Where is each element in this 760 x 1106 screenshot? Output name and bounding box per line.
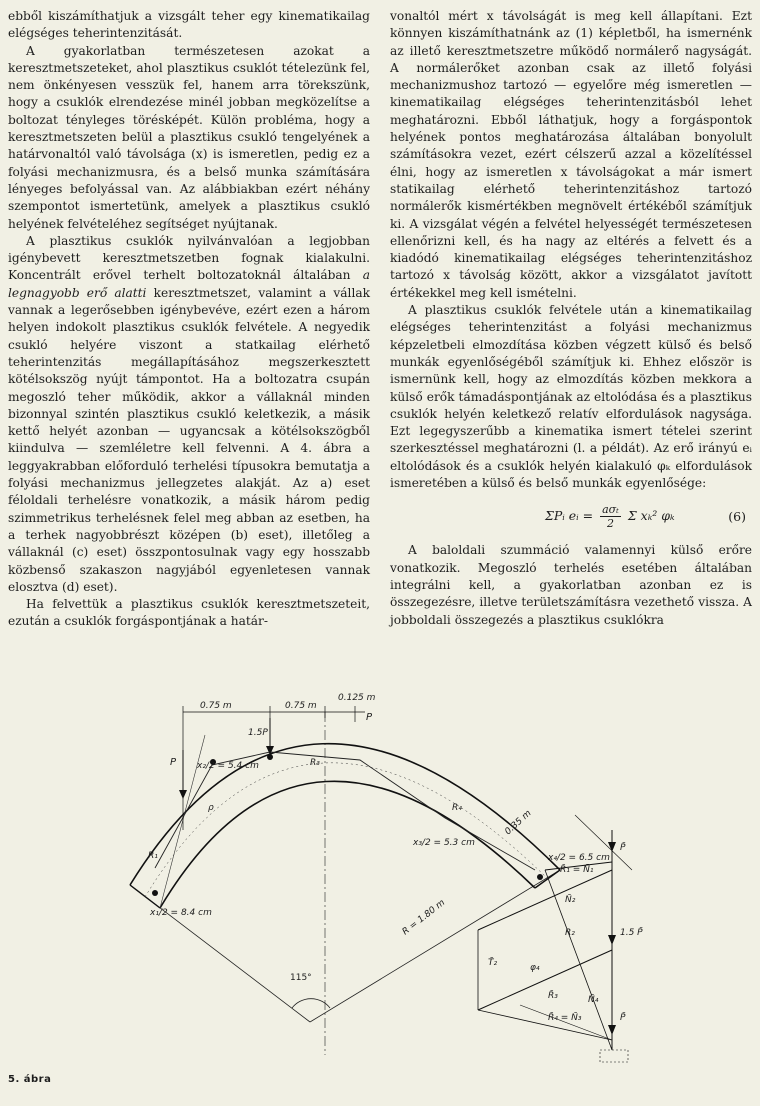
hinge-marker [152, 890, 158, 896]
hinge-label: x₁/2 = 8.4 cm [150, 908, 212, 918]
arrowhead [608, 935, 616, 945]
hinge-label: x₂/2 = 5.4 cm [197, 761, 259, 771]
force-vector [545, 870, 612, 1050]
reaction-label: R₃ [310, 758, 320, 768]
paragraph [8, 43, 370, 233]
load-label: P [366, 712, 373, 723]
vector-label: R̄₁ = N̄₁ [560, 865, 594, 875]
paragraph-text: keresztmetszet, valamint a vállak vannak a legerősebben igénybevéve, ezért ezen a három helyen indokolt plasztikus csuklók felvétele. A negyedik csukló helyére viszont a statkailag elérhető teherintenzitás megállapításához megszerkesztett kötélsokszög nyújt támpontot. Ha a boltozatra csupán megoszló teher működik, akkor a vállaknál minden bizonnyal szintén plasztikus csukló keletkezik, a másik kettő helyét azonban — ugyancsak a kötélsokszögből kiindulva — szemléletre kell felvenni. A 4. ábra a leggyakrabban előforduló terhelési típusokra bemutatja a folyási mechanizmus jellegzetes alakját. Az a) eset féloldali terhelésre vonatkozik, a másik három pedig szimmetrikus terhelésnek felel meg abban az esetben, ha a terhek nagyobbrészt középen (b) eset), illetőleg a vállaknál (c) eset) összpontosulnak vagy egy hosszabb közbenső szakaszon nagyjából egyenletesen vannak elosztva (d) eset). [8, 285, 370, 594]
angle-label: 115° [290, 973, 312, 983]
vector-label: R̄₄ = N̄₃ [548, 1013, 582, 1023]
reaction-label: R₁ [148, 851, 158, 861]
vector-label: P̄ [620, 1013, 626, 1023]
equation-numerator: aσₜ [602, 502, 619, 516]
text-column-right [390, 8, 752, 629]
equation-fraction [600, 503, 621, 530]
support-hatch [600, 1050, 628, 1062]
paragraph [8, 233, 370, 596]
load-label: 1.5P [248, 728, 268, 738]
paragraph-text: ebből kiszámíthatjuk a vizsgált teher egy kinematikailag elégséges teherintenzitását. [8, 9, 370, 41]
paragraph [8, 8, 370, 43]
vector-label: T̄₂ [488, 958, 498, 968]
figure-5 [0, 680, 760, 1070]
figure-caption: 5. ábra [8, 1074, 52, 1085]
angle-arc [292, 999, 330, 1008]
vector-label: R̄₃ [548, 991, 558, 1001]
dimension-label: 0.35 m [503, 808, 534, 838]
equation-body [545, 503, 675, 530]
dimension-label: 0.75 m [285, 701, 317, 711]
paragraph [8, 596, 370, 631]
paragraph-text: A plasztikus csuklók nyilvánvalóan a legjobban igénybevett keresztmetszetben fognak kialakulni. Koncentrált erővel terhelt boltozatoknál általában [8, 233, 370, 283]
rho-label: ρ [208, 803, 214, 813]
vector-label: φ₄ [530, 963, 540, 973]
radial-line-right [310, 870, 560, 1022]
vector-label: 1.5 P̄ [620, 928, 643, 938]
paragraph [390, 302, 752, 492]
dimension-label: 0.125 m [338, 693, 376, 703]
load-label: P [170, 757, 177, 768]
arrowhead [179, 790, 187, 799]
paragraph-text: A plasztikus csuklók felvétele után a kinematikailag elégséges teherintenzitást a folyási mechanizmus képzeletbeli elmozdítása közben végzett külső és belső munkák egyenlőségéből számítjuk ki. Ehhez először is ismernünk kell, hogy az elmozdítás közben mekkora a külső erők támadáspontjának az eltolódása és a plasztikus csuklók helyén keletkező relatív elfordulások nagysága. Ezt legegyszerűbb a kinematika ismert tételei szerint szerkesztéssel meghatározni (l. a példát). Az erő irányú eᵢ eltolódások és a csuklók helyén kialakuló φₖ elfordulások ismeretében a külső és belső munkák egyenlősége: [390, 303, 752, 491]
vector-label: N̄₂ [565, 895, 576, 905]
arrowhead [608, 1025, 616, 1035]
paragraph [390, 542, 752, 628]
hinge-label: x₄/2 = 6.5 cm [548, 853, 610, 863]
arrowhead [608, 842, 616, 852]
paragraph-text: A gyakorlatban természetesen azokat a keresztmetszeteket, ahol plasztikus csuklót tételezünk fel, nem önkényesen vesszük fel, hanem arra törekszünk, hogy a csuklók elrendezése minél jobban megközelítse a boltozat tényleges törésképét. Külön probléma, hogy a keresztmetszeten belül a plasztikus csukló tengelyének a határvonaltól való távolsága (x) is ismeretlen, pedig ez a folyási mechanizmusra, és a belső munka számítására lényeges befolyással van. Az alábbiakban ezért néhány szempontot ismertetünk, amelyek a plasztikus csukló helyének felvételéhez segítséget nyújtanak. [8, 43, 370, 231]
vault-center-line [145, 763, 548, 897]
vault-outer-curve [130, 744, 560, 885]
equation-sum: Σ xₖ² φₖ [627, 507, 675, 523]
equation-number: (6) [728, 508, 746, 524]
paragraph-text: A baloldali szummáció valamennyi külső erőre vonatkozik. Megoszló terhelés esetében általában integrálni kell, a gyakorlatban azonban ez is összegezésre, illetve területszámításra vezethető vissza. A jobboldali összegezés a plasztikus csuklókra [390, 543, 752, 627]
reaction-label: R₄ [452, 803, 462, 813]
vault-diagram [0, 680, 760, 1070]
paragraph-text: Ha felvettük a plasztikus csuklók keresztmetszeteit, ezután a csuklók forgáspontjának a határ- [8, 597, 370, 629]
vector-label: P̄ [620, 843, 626, 853]
italic-text: a legnagyobb erő alatti [8, 268, 370, 300]
equation-denominator: 2 [606, 516, 614, 530]
radius-label: R = 1.80 m [400, 897, 448, 938]
vector-label: R₂ [565, 928, 575, 938]
vault-left-end [130, 885, 160, 908]
hinge-label: x₃/2 = 5.3 cm [413, 838, 475, 848]
dimension-label: 0.75 m [200, 701, 232, 711]
text-column-left [8, 8, 370, 631]
equation-work-balance [390, 496, 752, 536]
vector-label: N̄₄ [588, 995, 599, 1005]
paragraph [390, 8, 752, 302]
paragraph-text: vonaltól mért x távolságát is meg kell állapítani. Ezt könnyen kiszámíthatnánk az (1) képletből, ha ismernénk az illető keresztmetszetre működő normálerő nagyságát. A normálerőket azonban csak az illető folyási mechanizmushoz tartozó — egyelőre még ismeretlen — kinematikailag elégséges teherintenzitásból lehet meghatározni. Ebből láthatjuk, hogy a forgáspontok helyének pontos meghatározása általában bonyolult számításokra vezet, ezért célszerű azzal a közelítéssel élni, hogy az ismeretlen x távolságokat a már ismert statikailag elérhető teherintenzitáshoz tartozó normálerők kismértékben megnövelt értékéből számítjuk ki. A vizsgálat végén a felvétel helyességét természetesen ellenőrizni kell, és ha nagy az eltérés a felvett és a kiadódó kinematikailag elégséges teherintenzitáshoz tartozó x távolság között, akkor a vizsgálatot javított értékekkel meg kell ismételni. [390, 9, 752, 300]
hinge-marker [537, 874, 543, 880]
equation-lhs: ΣPᵢ eᵢ = [545, 507, 594, 523]
